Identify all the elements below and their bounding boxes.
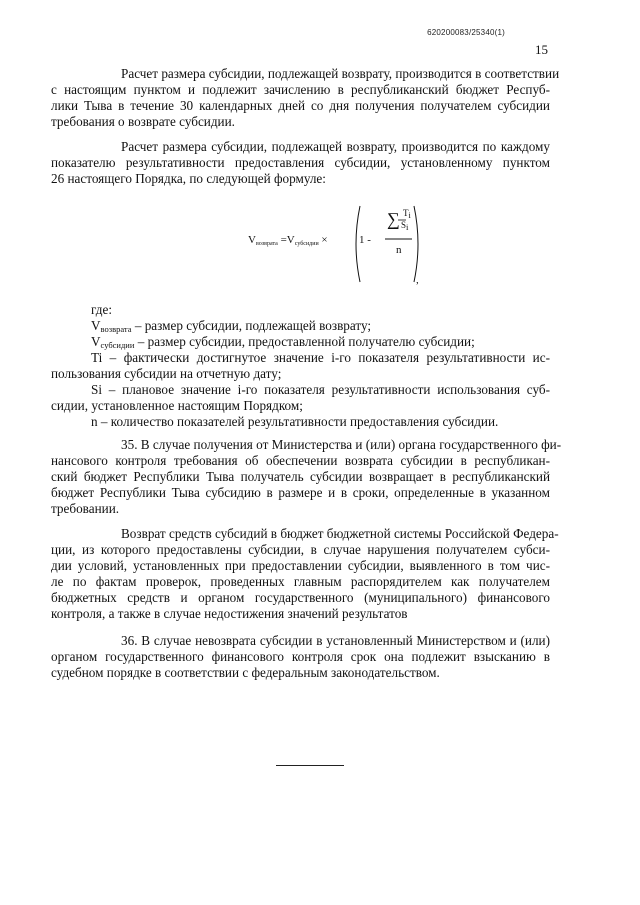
- definitions-block: [51, 302, 550, 430]
- return-formula: [248, 204, 423, 294]
- definition-ti: пользования субсидии на отчетную дату;: [51, 366, 282, 381]
- text-line: нансового контроля требования об обеспечении возврата субсидии в республикан-: [51, 453, 550, 468]
- text-line: 36. В случае невозврата субсидии в установленный Министерством и (или): [121, 633, 550, 648]
- text-line: требовании.: [51, 501, 120, 516]
- text-line: Возврат средств субсидий в бюджет бюджетной системы Российской Федера-: [121, 526, 559, 541]
- text-line: бюджет Республики Тыва субсидию в размере и в сроки, определенные в указанном: [51, 485, 550, 500]
- text-line: ле по фактам проверок, проведенных главным распорядителем как получателем: [51, 574, 550, 589]
- paragraph-funds-return: [51, 526, 559, 622]
- definition-v-subsidy: $V_{субсидии}$ – размер субсидии, предоставленной получателю субсидии;: [91, 334, 475, 350]
- formula-denominator: $S_i$: [401, 220, 409, 232]
- formula-n: n: [396, 244, 402, 256]
- page-number: 15: [535, 42, 548, 57]
- end-divider: [276, 765, 344, 766]
- text-line: ский бюджет Республики Тыва получатель субсидии возвращает в республиканский: [51, 469, 550, 484]
- text-line: 26 настоящего Порядка, по следующей формуле:: [51, 171, 326, 186]
- formula-bracket-content: [359, 204, 419, 284]
- definition-si: сидии, установленное настоящим Порядком;: [51, 398, 303, 413]
- definition-si: Si – плановое значение i-го показателя результативности использования суб-: [91, 382, 550, 397]
- definition-n: n – количество показателей результативности предоставления субсидии.: [91, 414, 499, 429]
- text-line: лики Тыва в течение 30 календарных дней со дня получения получателем субсидии: [51, 98, 550, 113]
- text-line: ции, из которого предоставлены субсидии, в случае нарушения получателем субси-: [51, 542, 550, 557]
- text-line: бюджетных средств и органом государственного (муниципального) финансового: [51, 590, 550, 605]
- section-35: [51, 437, 562, 517]
- text-line: контроля, а также в случае недостижения значений результатов: [51, 606, 408, 621]
- definition-ti: Ti – фактически достигнутое значение i-го показателя результативности ис-: [91, 350, 550, 365]
- text-line: Расчет размера субсидии, подлежащей возврату, производится в соответствии: [121, 66, 560, 81]
- text-line: 35. В случае получения от Министерства и (или) органа государственного фи-: [121, 437, 562, 452]
- text-line: с настоящим пунктом и подлежит зачислению в республиканский бюджет Респуб-: [51, 82, 550, 97]
- section-36: [51, 633, 550, 681]
- formula-one-minus: 1 -: [359, 234, 371, 246]
- where-label: где:: [91, 302, 112, 317]
- text-line: судебном порядке в соответствии с федеральным законодательством.: [51, 665, 440, 680]
- sigma-symbol: ∑: [387, 209, 400, 229]
- text-line: дии условий, установленных при предоставлении субсидии, выявленного в том чис-: [51, 558, 550, 573]
- text-line: Расчет размера субсидии, подлежащей возврату, производится по каждому: [121, 139, 550, 154]
- text-line: органом государственного финансового контроля срок она подлежит взысканию в: [51, 649, 550, 664]
- formula-lhs: $V_{возврата} =V_{субсидии}$ ×: [248, 234, 328, 247]
- formula-comma: ,: [416, 274, 419, 286]
- formula-numerator: $T_i$: [403, 208, 411, 220]
- paragraph-formula-intro: [51, 139, 550, 187]
- text-line: требования о возврате субсидии.: [51, 114, 235, 129]
- definition-v-return: $V_{возврата}$ – размер субсидии, подлежащей возврату;: [91, 318, 372, 334]
- document-id: 620200083/25340(1): [427, 28, 505, 37]
- paragraph-subsidy-return-calc: [51, 66, 560, 130]
- text-line: показателю результативности предоставления субсидии, установленному пунктом: [51, 155, 550, 170]
